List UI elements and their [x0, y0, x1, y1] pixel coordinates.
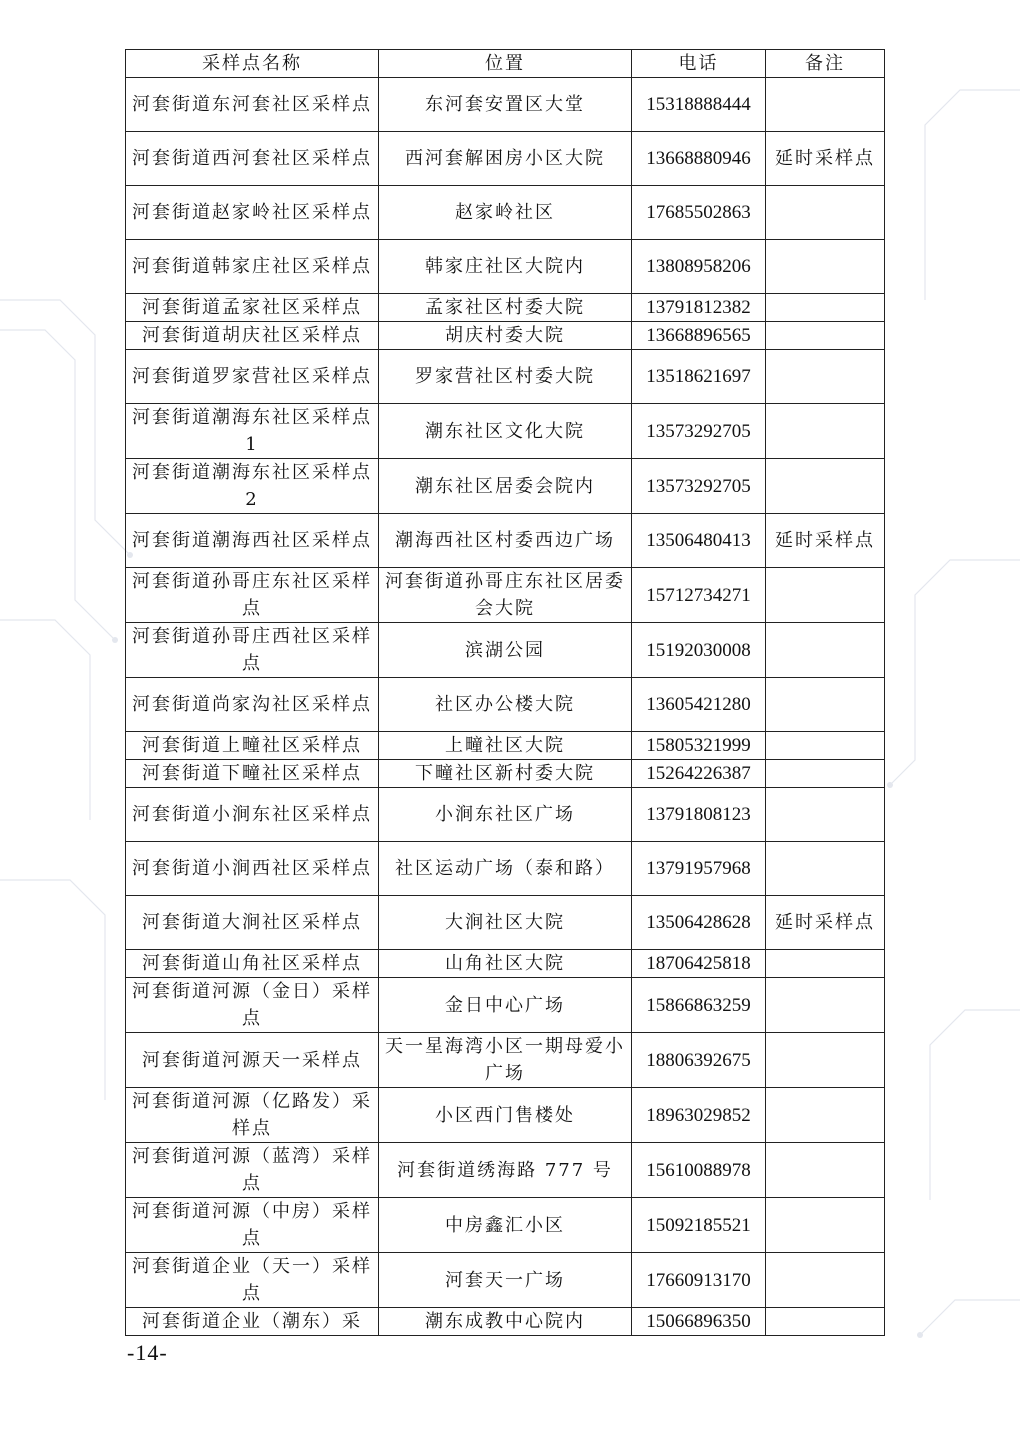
phone-cell: 18806392675 — [632, 1033, 766, 1088]
location-cell: 潮东社区文化大院 — [379, 404, 632, 459]
phone-cell: 13791957968 — [632, 842, 766, 896]
phone-cell: 13791812382 — [632, 294, 766, 322]
table-row — [126, 1033, 885, 1088]
phone-cell: 15264226387 — [632, 760, 766, 788]
table-row — [126, 1198, 885, 1253]
phone-cell: 13518621697 — [632, 350, 766, 404]
site-name-cell: 河套街道潮海东社区采样点 1 — [126, 404, 379, 459]
page-number: -14- — [127, 1340, 168, 1365]
phone-cell: 13791808123 — [632, 788, 766, 842]
location-cell: 小涧东社区广场 — [379, 788, 632, 842]
note-cell — [766, 294, 885, 322]
phone-cell: 15192030008 — [632, 623, 766, 678]
phone-cell: 15066896350 — [632, 1308, 766, 1336]
location-cell: 金日中心广场 — [379, 978, 632, 1033]
site-name-cell: 河套街道东河套社区采样点 — [126, 78, 379, 132]
table-row — [126, 294, 885, 322]
site-name-cell: 河套街道孙哥庄东社区采样点 — [126, 568, 379, 623]
table-row — [126, 322, 885, 350]
site-name-cell: 河套街道罗家营社区采样点 — [126, 350, 379, 404]
location-cell: 河套天一广场 — [379, 1253, 632, 1308]
table-header-row — [126, 50, 885, 78]
note-cell — [766, 623, 885, 678]
location-cell: 天一星海湾小区一期母爱小广场 — [379, 1033, 632, 1088]
table-row — [126, 1088, 885, 1143]
note-cell: 延时采样点 — [766, 132, 885, 186]
table-row — [126, 1143, 885, 1198]
note-cell — [766, 240, 885, 294]
note-cell — [766, 1253, 885, 1308]
header-location: 位置 — [379, 50, 632, 78]
phone-cell: 15866863259 — [632, 978, 766, 1033]
site-name-cell: 河套街道潮海东社区采样点 2 — [126, 459, 379, 514]
site-name-cell: 河套街道尚家沟社区采样点 — [126, 678, 379, 732]
phone-cell: 13506428628 — [632, 896, 766, 950]
table-row — [126, 240, 885, 294]
site-name-cell: 河套街道胡庆社区采样点 — [126, 322, 379, 350]
location-cell: 小区西门售楼处 — [379, 1088, 632, 1143]
phone-cell: 13573292705 — [632, 459, 766, 514]
table-row — [126, 514, 885, 568]
table-row — [126, 1308, 885, 1336]
phone-cell: 13668896565 — [632, 322, 766, 350]
phone-cell: 13506480413 — [632, 514, 766, 568]
site-name-cell: 河套街道企业（潮东）采 — [126, 1308, 379, 1336]
table-row — [126, 350, 885, 404]
table-row — [126, 842, 885, 896]
location-cell: 孟家社区村委大院 — [379, 294, 632, 322]
phone-cell: 17660913170 — [632, 1253, 766, 1308]
location-cell: 潮海西社区村委西边广场 — [379, 514, 632, 568]
table-row — [126, 78, 885, 132]
note-cell — [766, 322, 885, 350]
header-site-name: 采样点名称 — [126, 50, 379, 78]
location-cell: 韩家庄社区大院内 — [379, 240, 632, 294]
location-cell: 大涧社区大院 — [379, 896, 632, 950]
phone-cell: 17685502863 — [632, 186, 766, 240]
site-name-cell: 河套街道孙哥庄西社区采样点 — [126, 623, 379, 678]
note-cell — [766, 760, 885, 788]
site-name-cell: 河套街道河源天一采样点 — [126, 1033, 379, 1088]
table-body — [126, 78, 885, 1336]
location-cell: 中房鑫汇小区 — [379, 1198, 632, 1253]
location-cell: 西河套解困房小区大院 — [379, 132, 632, 186]
location-cell: 河套街道绣海路 777 号 — [379, 1143, 632, 1198]
sampling-sites-table-container — [125, 49, 884, 1336]
note-cell — [766, 350, 885, 404]
table-row — [126, 623, 885, 678]
table-row — [126, 404, 885, 459]
phone-cell: 13808958206 — [632, 240, 766, 294]
site-name-cell: 河套街道下疃社区采样点 — [126, 760, 379, 788]
table-row — [126, 896, 885, 950]
phone-cell: 15805321999 — [632, 732, 766, 760]
note-cell — [766, 568, 885, 623]
phone-cell: 13668880946 — [632, 132, 766, 186]
phone-cell: 18963029852 — [632, 1088, 766, 1143]
table-row — [126, 1253, 885, 1308]
note-cell — [766, 1033, 885, 1088]
note-cell — [766, 950, 885, 978]
note-cell: 延时采样点 — [766, 514, 885, 568]
table-row — [126, 186, 885, 240]
site-name-cell: 河套街道河源（金日）采样点 — [126, 978, 379, 1033]
phone-cell: 15092185521 — [632, 1198, 766, 1253]
sampling-sites-table — [125, 49, 885, 1336]
location-cell: 山角社区大院 — [379, 950, 632, 978]
note-cell — [766, 1088, 885, 1143]
location-cell: 潮东成教中心院内 — [379, 1308, 632, 1336]
location-cell: 胡庆村委大院 — [379, 322, 632, 350]
location-cell: 河套街道孙哥庄东社区居委会大院 — [379, 568, 632, 623]
site-name-cell: 河套街道山角社区采样点 — [126, 950, 379, 978]
site-name-cell: 河套街道大涧社区采样点 — [126, 896, 379, 950]
note-cell — [766, 978, 885, 1033]
location-cell: 下疃社区新村委大院 — [379, 760, 632, 788]
table-row — [126, 950, 885, 978]
note-cell — [766, 842, 885, 896]
location-cell: 社区运动广场（泰和路） — [379, 842, 632, 896]
site-name-cell: 河套街道河源（蓝湾）采样点 — [126, 1143, 379, 1198]
phone-cell: 13605421280 — [632, 678, 766, 732]
site-name-cell: 河套街道河源（中房）采样点 — [126, 1198, 379, 1253]
phone-cell: 15712734271 — [632, 568, 766, 623]
table-row — [126, 459, 885, 514]
site-name-cell: 河套街道韩家庄社区采样点 — [126, 240, 379, 294]
note-cell — [766, 1308, 885, 1336]
header-note: 备注 — [766, 50, 885, 78]
table-row — [126, 732, 885, 760]
note-cell: 延时采样点 — [766, 896, 885, 950]
phone-cell: 13573292705 — [632, 404, 766, 459]
note-cell — [766, 1143, 885, 1198]
note-cell — [766, 788, 885, 842]
table-row — [126, 568, 885, 623]
site-name-cell: 河套街道小涧西社区采样点 — [126, 842, 379, 896]
phone-cell: 15318888444 — [632, 78, 766, 132]
location-cell: 东河套安置区大堂 — [379, 78, 632, 132]
table-row — [126, 760, 885, 788]
table-row — [126, 132, 885, 186]
note-cell — [766, 1198, 885, 1253]
location-cell: 赵家岭社区 — [379, 186, 632, 240]
header-phone: 电话 — [632, 50, 766, 78]
note-cell — [766, 732, 885, 760]
note-cell — [766, 78, 885, 132]
site-name-cell: 河套街道上疃社区采样点 — [126, 732, 379, 760]
note-cell — [766, 186, 885, 240]
note-cell — [766, 678, 885, 732]
phone-cell: 18706425818 — [632, 950, 766, 978]
site-name-cell: 河套街道小涧东社区采样点 — [126, 788, 379, 842]
site-name-cell: 河套街道企业（天一）采样点 — [126, 1253, 379, 1308]
location-cell: 滨湖公园 — [379, 623, 632, 678]
table-row — [126, 678, 885, 732]
location-cell: 潮东社区居委会院内 — [379, 459, 632, 514]
note-cell — [766, 404, 885, 459]
location-cell: 罗家营社区村委大院 — [379, 350, 632, 404]
site-name-cell: 河套街道潮海西社区采样点 — [126, 514, 379, 568]
site-name-cell: 河套街道孟家社区采样点 — [126, 294, 379, 322]
note-cell — [766, 459, 885, 514]
site-name-cell: 河套街道赵家岭社区采样点 — [126, 186, 379, 240]
table-row — [126, 978, 885, 1033]
phone-cell: 15610088978 — [632, 1143, 766, 1198]
table-row — [126, 788, 885, 842]
site-name-cell: 河套街道河源（亿路发）采样点 — [126, 1088, 379, 1143]
site-name-cell: 河套街道西河套社区采样点 — [126, 132, 379, 186]
location-cell: 上疃社区大院 — [379, 732, 632, 760]
location-cell: 社区办公楼大院 — [379, 678, 632, 732]
